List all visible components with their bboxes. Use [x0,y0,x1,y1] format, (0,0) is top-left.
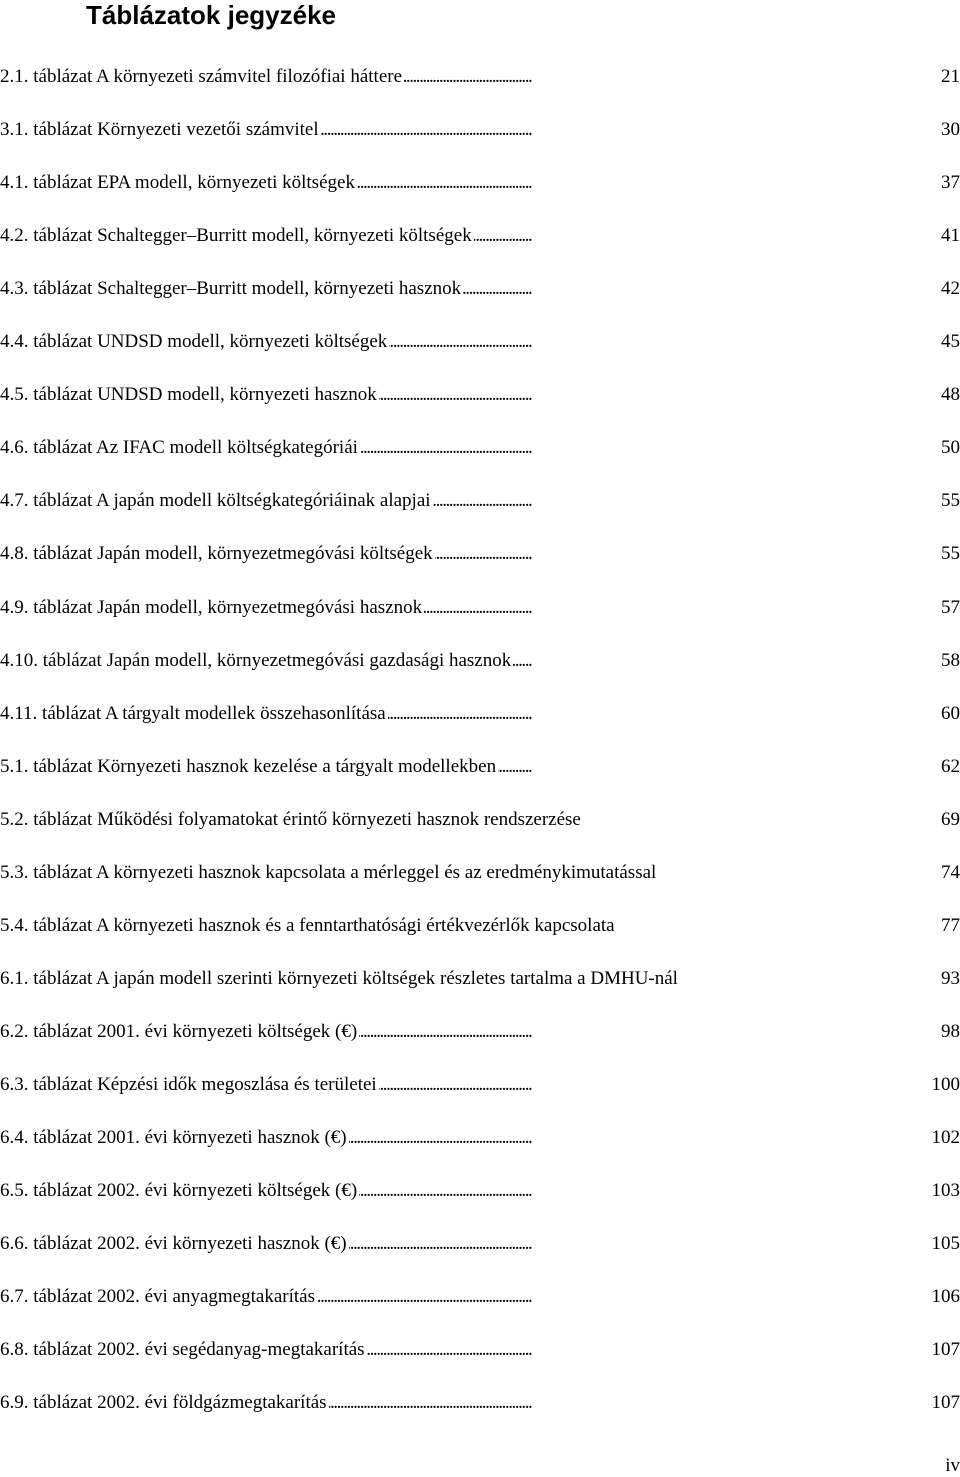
toc-entry-label: 4.10. táblázat Japán modell, környezetmegóvási gazdasági hasznok [0,649,512,671]
toc-entry [0,1233,960,1259]
toc-entry-link[interactable] [0,915,960,941]
toc-entry-page: 50 [938,437,960,459]
toc-entry-label: 4.9. táblázat Japán modell, környezetmegóvási hasznok [0,596,423,618]
toc-entry [0,543,960,569]
toc-entry-link[interactable] [0,1233,960,1259]
toc-entry [0,1180,960,1206]
toc-entry-label: 5.2. táblázat Működési folyamatokat érintő környezeti hasznok rendszerzése [0,808,581,830]
toc-entry [0,384,960,410]
toc-entry-link[interactable] [0,1339,960,1365]
toc-entry [0,1339,960,1365]
toc-entry-page: 37 [938,172,960,194]
toc-entry-label: 6.3. táblázat Képzési idők megoszlása és területei [0,1073,377,1095]
toc-entry-link[interactable] [0,1127,960,1153]
toc-entry-label: 4.4. táblázat UNDSD modell, környezeti költségek [0,331,388,353]
toc-entry-page: 103 [929,1180,960,1202]
toc-entry-link[interactable] [0,703,960,729]
toc-entry-page: 58 [938,650,960,672]
toc-entry-label: 4.11. táblázat A tárgyalt modellek összehasonlítása [0,702,386,724]
toc-entry-label: 6.4. táblázat 2001. évi környezeti hasznok (€) [0,1127,347,1148]
toc-entry [0,809,960,835]
toc-entry-link[interactable] [0,331,960,357]
toc-entry-label: 6.1. táblázat A japán modell szerinti környezeti költségek részletes tartalma a DMHU-nál [0,967,678,989]
toc-entry-label: 5.3. táblázat A környezeti hasznok kapcsolata a mérleggel és az eredménykimutatással [0,861,657,883]
toc-entry [0,1286,960,1312]
page-number: iv [945,1455,960,1476]
toc-entry [0,862,960,888]
toc-entry [0,597,960,623]
toc-entry-label: 4.1. táblázat EPA modell, környezeti költségek [0,172,355,194]
toc-entry-page: 45 [938,331,960,353]
toc-entry-link[interactable] [0,862,960,888]
toc-entry-link[interactable] [0,1180,960,1206]
toc-entry-link[interactable] [0,597,960,623]
toc-entry [0,278,960,304]
toc-entry [0,650,960,676]
toc-entry-label: 6.9. táblázat 2002. évi földgázmegtakarítás [0,1392,327,1414]
toc-entry-link[interactable] [0,278,960,304]
toc-entry-link[interactable] [0,1286,960,1312]
toc-entry-page: 62 [938,756,960,778]
toc-entry-label: 6.5. táblázat 2002. évi környezeti költségek (€) [0,1180,358,1202]
toc-entry-page: 93 [938,968,960,990]
toc-entry-page: 106 [929,1286,960,1308]
toc-entry-link[interactable] [0,1392,960,1418]
toc-entry-label: 6.8. táblázat 2002. évi segédanyag-megtakarítás [0,1339,365,1361]
toc-entry [0,66,960,92]
toc-entry-link[interactable] [0,490,960,516]
toc-entry [0,968,960,994]
toc-entry-page: 30 [938,119,960,141]
toc-entry [0,331,960,357]
toc-entry [0,1392,960,1418]
toc-entry-page: 98 [938,1021,960,1043]
toc-entry-label: 2.1. táblázat A környezeti számvitel filozófiai háttere [0,66,403,87]
toc-entry-label: 6.6. táblázat 2002. évi környezeti hasznok (€) [0,1233,347,1255]
toc-entry-link[interactable] [0,66,960,92]
toc-entry-page: 77 [938,915,960,937]
toc-entry-label: 5.1. táblázat Környezeti hasznok kezelése a tárgyalt modellekben [0,755,497,777]
toc-entry-label: 3.1. táblázat Környezeti vezetői számvitel [0,119,319,141]
toc-entry-link[interactable] [0,172,960,198]
toc-entry-label: 6.2. táblázat 2001. évi környezeti költségek (€) [0,1020,358,1042]
toc-entry-link[interactable] [0,809,960,835]
toc-entry [0,437,960,463]
toc-entry [0,703,960,729]
toc-entry-page: 48 [938,384,960,406]
toc-entry [0,1021,960,1047]
toc-entry-link[interactable] [0,384,960,410]
toc-entry-label: 5.4. táblázat A környezeti hasznok és a fenntarthatósági értékvezérlők kapcsolata [0,914,615,936]
toc-entry-label: 4.5. táblázat UNDSD modell, környezeti hasznok [0,384,377,406]
toc-entry-link[interactable] [0,756,960,782]
toc-entry-page: 60 [938,703,960,725]
toc-entry [0,1127,960,1153]
toc-entry-page: 21 [938,66,960,88]
toc-entry-page: 105 [929,1233,960,1255]
toc-entry-label: 4.8. táblázat Japán modell, környezetmegóvási költségek [0,543,433,565]
toc-entry [0,915,960,941]
toc-entry-page: 107 [929,1339,960,1361]
toc-entry [0,172,960,198]
toc-entry-page: 55 [938,543,960,565]
toc-entry-label: 6.7. táblázat 2002. évi anyagmegtakarítás [0,1286,315,1308]
toc-entry-link[interactable] [0,968,960,994]
toc-entry-link[interactable] [0,1021,960,1047]
toc-entry-label: 4.2. táblázat Schaltegger–Burritt modell, környezeti költségek [0,225,472,247]
page-title: Táblázatok jegyzéke [86,0,336,30]
toc-entry-link[interactable] [0,650,960,676]
toc-entry-page: 69 [938,809,960,831]
toc-entry-page: 57 [938,597,960,619]
toc-entry-link[interactable] [0,437,960,463]
toc-entry [0,490,960,516]
toc-entry-link[interactable] [0,225,960,251]
toc-entry-page: 55 [938,490,960,512]
toc-entry-page: 41 [938,225,960,247]
toc-entry-link[interactable] [0,1074,960,1100]
toc-entry-label: 4.7. táblázat A japán modell költségkategóriáinak alapjai [0,490,431,512]
toc-entry [0,1074,960,1100]
toc-entry [0,119,960,145]
toc-entry-page: 107 [929,1392,960,1414]
toc-entry-label: 4.6. táblázat Az IFAC modell költségkategóriái [0,437,358,459]
toc-entry-page: 100 [929,1074,960,1096]
toc-entry [0,225,960,251]
toc-entry-label: 4.3. táblázat Schaltegger–Burritt modell, környezeti hasznok [0,278,462,300]
toc-entry-link[interactable] [0,119,960,145]
toc-entry-page: 74 [938,862,960,884]
toc-entry-page: 102 [929,1127,960,1149]
toc-entry-link[interactable] [0,543,960,569]
toc-entry [0,756,960,782]
toc-entry-page: 42 [938,278,960,300]
